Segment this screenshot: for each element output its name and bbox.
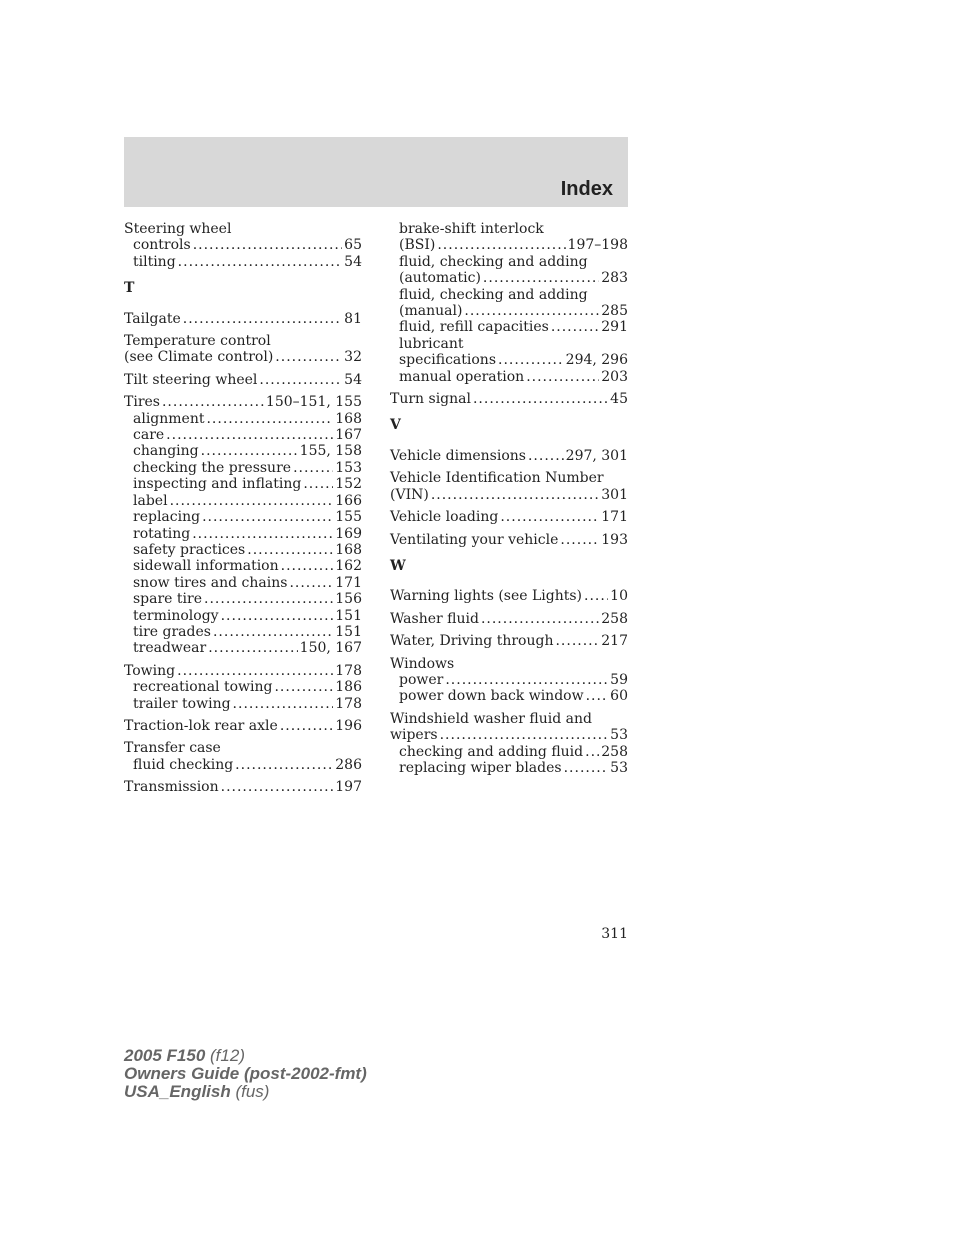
dot-leader: [235, 757, 333, 773]
index-entry: [124, 221, 362, 270]
index-entry: [124, 372, 362, 388]
index-line: [124, 493, 362, 509]
dot-leader: [280, 718, 333, 734]
index-letter-heading: W: [390, 557, 406, 574]
index-line: [124, 757, 362, 773]
index-page-ref: 45: [610, 391, 628, 408]
index-line: [390, 319, 628, 335]
dot-leader: [437, 237, 565, 253]
index-term: wipers: [390, 727, 438, 744]
index-term: alignment: [133, 410, 205, 427]
dot-leader: [481, 611, 599, 627]
index-line: [124, 696, 362, 712]
index-entry: [124, 779, 362, 795]
index-line: [390, 369, 628, 385]
dot-leader: [274, 679, 333, 695]
index-entry: [124, 663, 362, 712]
index-term: Vehicle dimensions: [390, 447, 526, 464]
index-line: [390, 611, 628, 627]
index-line: [390, 221, 628, 237]
index-term: fluid, checking and adding: [399, 253, 588, 270]
index-page-ref: 155: [335, 509, 362, 526]
index-term: replacing wiper blades: [399, 759, 562, 776]
dot-leader: [259, 372, 342, 388]
index-term: terminology: [133, 607, 219, 624]
dot-leader: [221, 779, 334, 795]
dot-leader: [483, 270, 599, 286]
index-line: [124, 558, 362, 574]
index-term: replacing: [133, 509, 201, 526]
index-page-ref: 150, 167: [299, 640, 362, 657]
index-line: [124, 372, 362, 388]
dot-leader: [445, 672, 608, 688]
index-entry: [124, 718, 362, 734]
dot-leader: [208, 640, 297, 656]
index-term: Tailgate: [124, 310, 181, 327]
index-page-ref: 153: [335, 459, 362, 476]
index-term: recreational towing: [133, 679, 273, 696]
dot-leader: [206, 411, 333, 427]
index-line: [390, 688, 628, 704]
index-page-ref: 32: [344, 349, 362, 366]
dot-leader: [193, 237, 342, 253]
dot-leader: [201, 443, 298, 459]
index-line: [390, 672, 628, 688]
dot-leader: [551, 319, 599, 335]
index-term: fluid, checking and adding: [399, 286, 588, 303]
index-line: [124, 624, 362, 640]
index-entry: [390, 509, 628, 525]
dot-leader: [177, 663, 333, 679]
index-page-ref: 152: [335, 476, 362, 493]
index-line: [124, 476, 362, 492]
index-term: trailer towing: [133, 695, 231, 712]
index-page-ref: 60: [610, 688, 628, 705]
index-line: [390, 448, 628, 464]
index-line: [124, 591, 362, 607]
dot-leader: [170, 493, 334, 509]
index-line: [124, 663, 362, 679]
index-term: specifications: [399, 352, 497, 369]
index-term: Windows: [390, 655, 455, 672]
index-term: (VIN): [390, 486, 429, 503]
index-line: [390, 352, 628, 368]
index-term: (BSI): [399, 237, 436, 254]
dot-leader: [473, 391, 608, 407]
index-page-ref: 162: [335, 558, 362, 575]
index-term: care: [133, 427, 165, 444]
index-term: Ventilating your vehicle: [390, 531, 559, 548]
index-term: controls: [133, 237, 191, 254]
index-line: [124, 411, 362, 427]
index-line: [124, 394, 362, 410]
index-page-ref: 178: [335, 662, 362, 679]
index-term: Steering wheel: [124, 221, 232, 237]
index-line: [124, 575, 362, 591]
index-term: fluid checking: [133, 756, 234, 773]
section-header: [124, 137, 628, 207]
index-term: Water, Driving through: [390, 633, 554, 650]
index-page-ref: 151: [335, 607, 362, 624]
index-page-ref: 193: [601, 531, 628, 548]
dot-leader: [303, 476, 333, 492]
index-term: tilting: [133, 253, 176, 270]
index-page-ref: 283: [601, 270, 628, 287]
index-term: Turn signal: [390, 391, 471, 408]
dot-leader: [166, 427, 333, 443]
index-page-ref: 155, 158: [299, 443, 362, 460]
index-page-ref: 169: [335, 525, 362, 542]
index-letter-heading: V: [390, 417, 401, 434]
page-number: 311: [601, 926, 628, 942]
index-line: [390, 760, 628, 776]
index-term: brake-shift interlock: [399, 221, 544, 237]
dot-leader: [183, 311, 342, 327]
dot-leader: [586, 688, 609, 704]
index-page-ref: 59: [610, 671, 628, 688]
dot-leader: [560, 532, 599, 548]
index-page-ref: 53: [610, 759, 628, 776]
index-line: [124, 608, 362, 624]
dot-leader: [202, 509, 333, 525]
section-title: Index: [560, 178, 613, 200]
index-entry: [390, 711, 628, 777]
index-page-ref: 10: [610, 588, 628, 605]
index-line: [124, 679, 362, 695]
dot-leader: [178, 254, 343, 270]
index-line: [124, 427, 362, 443]
footer-model: 2005 F150: [124, 1046, 206, 1065]
index-entry: [124, 333, 362, 366]
index-entry: [390, 588, 628, 604]
index-term: safety practices: [133, 541, 246, 558]
index-term: treadwear: [133, 640, 207, 657]
dot-leader: [584, 588, 608, 604]
index-term: Temperature control: [124, 333, 271, 350]
index-page-ref: 65: [344, 237, 362, 254]
index-line: [390, 633, 628, 649]
index-entry: [390, 391, 628, 407]
index-letter-heading: T: [124, 280, 135, 297]
index-page-ref: 178: [335, 695, 362, 712]
index-entry: [390, 633, 628, 649]
index-line: [124, 509, 362, 525]
index-term: sidewall information: [133, 558, 279, 575]
dot-leader: [162, 394, 264, 410]
index-line: [124, 460, 362, 476]
index-line: [124, 349, 362, 365]
index-page-ref: 186: [335, 679, 362, 696]
index-term: changing: [133, 443, 199, 460]
dot-leader: [213, 624, 333, 640]
index-term: fluid, refill capacities: [399, 319, 549, 336]
index-term: manual operation: [399, 368, 525, 385]
index-term: checking and adding fluid: [399, 743, 584, 760]
index-page-ref: 203: [601, 368, 628, 385]
index-line: [390, 303, 628, 319]
index-term: Washer fluid: [390, 610, 479, 627]
index-line: [390, 391, 628, 407]
index-term: Towing: [124, 662, 176, 679]
index-term: rotating: [133, 525, 191, 542]
dot-leader: [528, 448, 564, 464]
index-term: Transmission: [124, 779, 219, 796]
index-page-ref: 53: [610, 727, 628, 744]
index-entry: [124, 740, 362, 773]
index-page-ref: 258: [601, 610, 628, 627]
dot-leader: [281, 558, 334, 574]
index-page-ref: 150–151, 155: [265, 394, 362, 411]
index-term: (automatic): [399, 270, 481, 287]
index-page-ref: 286: [335, 756, 362, 773]
dot-leader: [192, 526, 333, 542]
index-page-ref: 217: [601, 633, 628, 650]
dot-leader: [564, 760, 609, 776]
index-page-ref: 168: [335, 541, 362, 558]
index-term: Warning lights (see Lights): [390, 588, 583, 605]
footer-model-code: (f12): [205, 1046, 245, 1065]
index-line: [124, 718, 362, 734]
index-term: tire grades: [133, 623, 211, 640]
index-page-ref: 291: [601, 319, 628, 336]
index-term: Tilt steering wheel: [124, 371, 258, 388]
index-line: [390, 711, 628, 727]
index-entry: [390, 656, 628, 705]
footer-locale-code: (fus): [230, 1082, 270, 1101]
index-page-ref: 285: [601, 303, 628, 320]
index-line: [390, 727, 628, 743]
index-line: [390, 470, 628, 486]
dot-leader: [555, 633, 599, 649]
index-page-ref: 171: [335, 574, 362, 591]
index-term: checking the pressure: [133, 459, 292, 476]
index-column-right: [390, 221, 628, 782]
index-column-left: [124, 221, 362, 802]
index-line: [390, 744, 628, 760]
dot-leader: [247, 542, 333, 558]
index-line: [390, 237, 628, 253]
index-page-ref: 167: [335, 427, 362, 444]
index-page-ref: 54: [344, 253, 362, 270]
index-entry: [124, 394, 362, 657]
index-page-ref: 196: [335, 717, 362, 734]
index-page-ref: 151: [335, 623, 362, 640]
index-term: power down back window: [399, 688, 584, 705]
index-term: Vehicle loading: [390, 509, 499, 526]
index-page-ref: 294, 296: [565, 352, 628, 369]
index-page-ref: 197: [335, 779, 362, 796]
index-line: [390, 588, 628, 604]
index-line: [124, 542, 362, 558]
dot-leader: [431, 487, 599, 503]
index-entry: [390, 221, 628, 385]
footer-guide: Owners Guide (post-2002-fmt): [124, 1064, 367, 1083]
index-line: [124, 640, 362, 656]
dot-leader: [498, 352, 564, 368]
dot-leader: [233, 696, 334, 712]
index-term: Tires: [124, 394, 160, 411]
index-term: Transfer case: [124, 740, 221, 757]
index-line: [124, 740, 362, 756]
index-line: [124, 311, 362, 327]
index-page-ref: 166: [335, 492, 362, 509]
dot-leader: [289, 575, 333, 591]
index-term: Traction-lok rear axle: [124, 717, 278, 734]
index-page-ref: 168: [335, 410, 362, 427]
index-entry: [390, 611, 628, 627]
index-term: inspecting and inflating: [133, 476, 302, 493]
index-term: spare tire: [133, 591, 203, 608]
index-line: [124, 254, 362, 270]
index-line: [390, 509, 628, 525]
index-line: [390, 270, 628, 286]
dot-leader: [204, 591, 333, 607]
dot-leader: [221, 608, 334, 624]
index-term: label: [133, 492, 168, 509]
index-term: power: [399, 671, 444, 688]
index-term: (see Climate control): [124, 349, 274, 366]
index-line: [124, 779, 362, 795]
index-page-ref: 54: [344, 371, 362, 388]
index-line: [124, 443, 362, 459]
index-term: lubricant: [399, 335, 464, 352]
index-line: [124, 333, 362, 349]
index-page-ref: 297, 301: [565, 447, 628, 464]
dot-leader: [440, 727, 609, 743]
footer: [124, 1047, 367, 1101]
index-page-ref: 171: [601, 509, 628, 526]
index-line: [390, 532, 628, 548]
index-page-ref: 81: [344, 310, 362, 327]
index-line: [124, 237, 362, 253]
index-line: [390, 287, 628, 303]
dot-leader: [293, 460, 333, 476]
index-term: Windshield washer fluid and: [390, 710, 592, 727]
dot-leader: [464, 303, 599, 319]
index-line: [124, 221, 362, 237]
footer-locale: USA_English: [124, 1082, 231, 1101]
index-page-ref: 258: [601, 743, 628, 760]
index-page-ref: 301: [601, 486, 628, 503]
index-line: [390, 254, 628, 270]
index-term: snow tires and chains: [133, 574, 288, 591]
index-line: [390, 656, 628, 672]
index-page-ref: 156: [335, 591, 362, 608]
dot-leader: [526, 369, 599, 385]
index-term: (manual): [399, 303, 463, 320]
index-term: Vehicle Identification Number: [390, 470, 604, 487]
dot-leader: [500, 509, 599, 525]
index-page-ref: 197–198: [567, 237, 628, 254]
index-entry: [124, 311, 362, 327]
index-line: [124, 526, 362, 542]
index-entry: [390, 470, 628, 503]
index-entry: [390, 532, 628, 548]
dot-leader: [585, 744, 599, 760]
dot-leader: [275, 349, 342, 365]
index-entry: [390, 448, 628, 464]
index-line: [390, 336, 628, 352]
index-line: [390, 487, 628, 503]
